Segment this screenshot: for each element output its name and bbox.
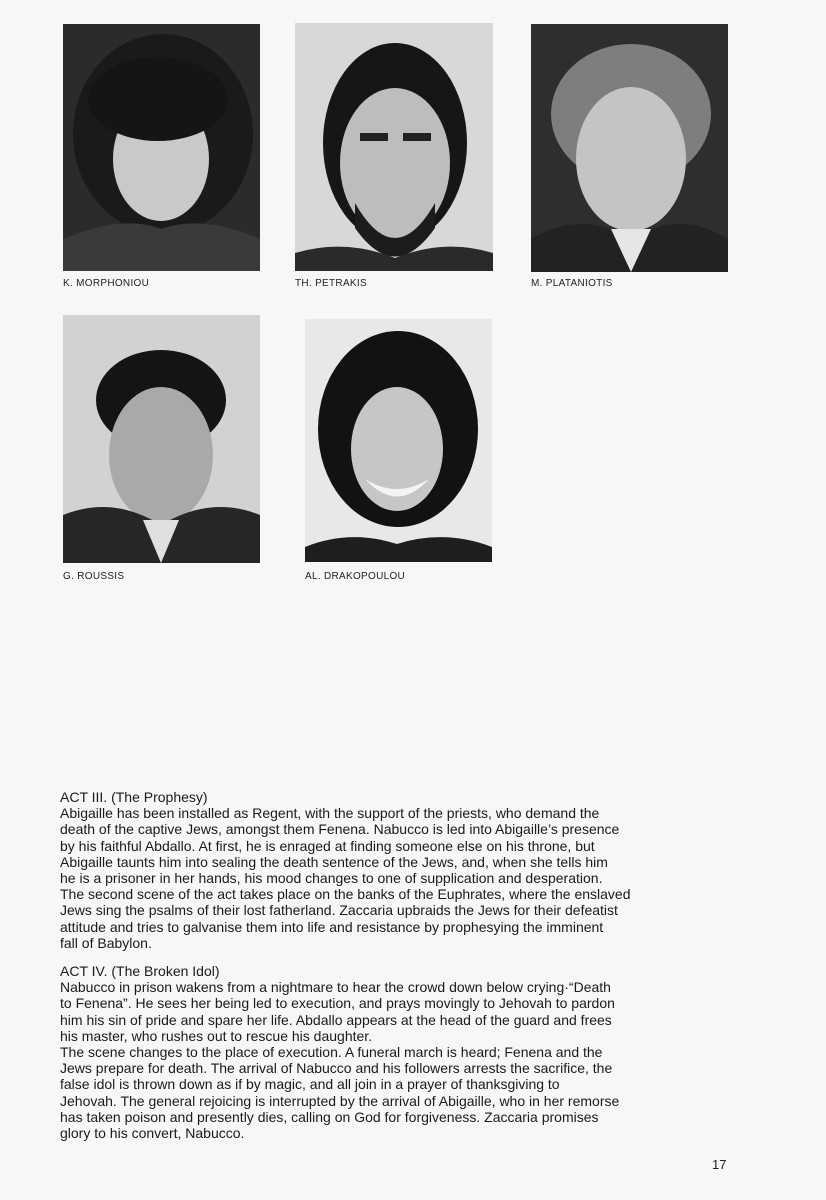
text-line: his master, who rushes out to rescue his daughter. bbox=[60, 1027, 373, 1044]
text-line: Jehovah. The general rejoicing is interrupted by the arrival of Abigaille, who in her remorse bbox=[60, 1092, 620, 1109]
text-line: he is a prisoner in her hands, his mood changes to one of supplication and desperation. bbox=[60, 870, 603, 887]
portrait-photo-morphoniou bbox=[63, 24, 260, 271]
photo-caption: G. ROUSSIS bbox=[63, 571, 125, 582]
act3-heading: ACT III. (The Prophesy) bbox=[60, 789, 208, 805]
text-line: death of the captive Jews, amongst them Fenena. Nabucco is led into Abigaille’s presence bbox=[60, 821, 620, 838]
text-line: to Fenena”. He sees her being led to execution, and prays movingly to Jehovah to pardon bbox=[60, 995, 615, 1012]
text-line: Jews prepare for death. The arrival of Nabucco and his followers arrests the sacrifice, the bbox=[60, 1060, 613, 1077]
text-line: fall of Babylon. bbox=[60, 934, 152, 951]
text-line: The second scene of the act takes place on the banks of the Euphrates, where the enslaved bbox=[60, 886, 631, 903]
text-line: The scene changes to the place of execution. A funeral march is heard; Fenena and the bbox=[60, 1044, 603, 1061]
portrait-photo-roussis bbox=[63, 315, 260, 563]
text-line: Jews sing the psalms of their lost fatherland. Zaccaria upbraids the Jews for their defeatist bbox=[60, 902, 618, 919]
act4-heading: ACT IV. (The Broken Idol) bbox=[60, 963, 220, 979]
portrait-photo-drakopoulou bbox=[305, 319, 492, 562]
act3-section bbox=[60, 789, 750, 951]
portrait-photo-petrakis bbox=[295, 23, 493, 271]
text-line: him his sin of pride and spare her life. Abdallo appears at the head of the guard and frees bbox=[60, 1011, 612, 1028]
act4-section bbox=[60, 963, 750, 1141]
text-line: Nabucco in prison wakens from a nightmare to hear the crowd down below crying·“Death bbox=[60, 979, 611, 996]
photo-caption: TH. PETRAKIS bbox=[295, 278, 367, 289]
photo-caption: K. MORPHONIOU bbox=[63, 278, 150, 289]
text-line: attitude and tries to galvanise them into life and resistance by prophesying the imminent bbox=[60, 918, 604, 935]
text-line: Abigaille has been installed as Regent, with the support of the priests, who demand the bbox=[60, 805, 600, 822]
page-number: 17 bbox=[712, 1157, 727, 1172]
text-line: glory to his convert, Nabucco. bbox=[60, 1125, 245, 1142]
text-line: has taken poison and presently dies, calling on God for forgiveness. Zaccaria promises bbox=[60, 1108, 599, 1125]
portrait-photo-plataniotis bbox=[531, 24, 728, 272]
text-line: Abigaille taunts him into sealing the death sentence of the Jews, and, when she tells him bbox=[60, 853, 608, 870]
photo-caption: M. PLATANIOTIS bbox=[531, 278, 613, 289]
photo-caption: AL. DRAKOPOULOU bbox=[305, 571, 406, 582]
text-line: false idol is thrown down as if by magic, and all join in a prayer of thanksgiving to bbox=[60, 1076, 560, 1093]
text-line: by his faithful Abdallo. At first, he is enraged at finding someone else on his throne, but bbox=[60, 837, 595, 854]
